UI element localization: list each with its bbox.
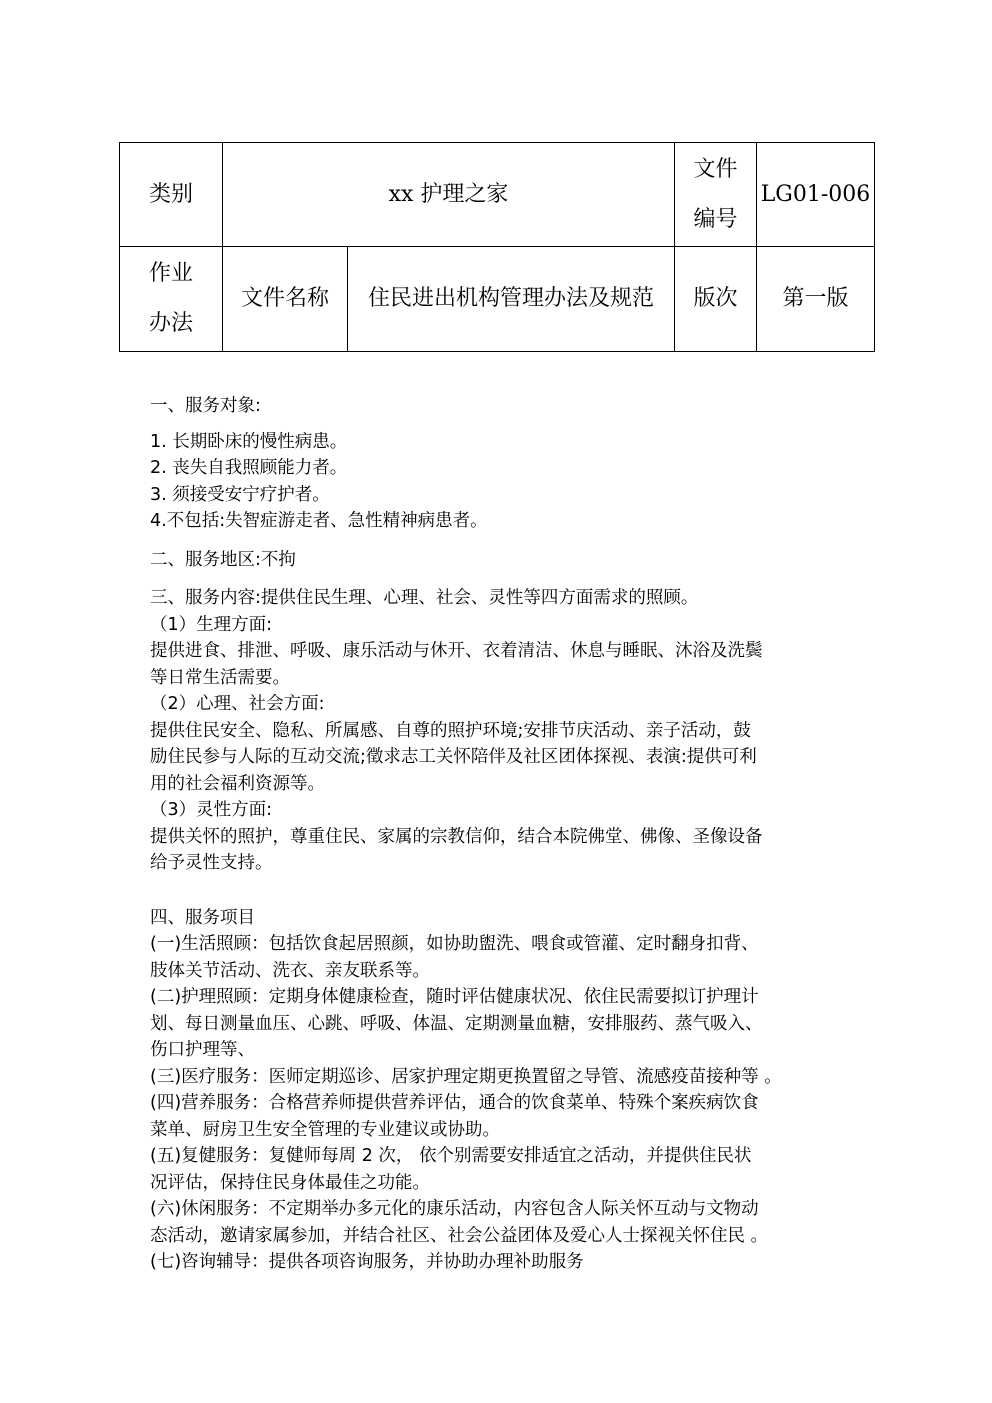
paragraph-line: (二)护理照顾：定期身体健康检查，随时评估健康状况、依住民需要拟订护理计 (150, 987, 759, 1007)
paragraph-line: (五)复健服务：复健师每周 2 次， 依个别需要安排适宜之活动，并提供住民状 (150, 1146, 752, 1166)
paragraph-line: 肢体关节活动、洗衣、亲友联系等。 (150, 960, 430, 981)
org-name: xx 护理之家 (223, 143, 675, 247)
file-name-label: 文件名称 (223, 247, 348, 352)
section-1-title: 一、服务对象: (150, 396, 261, 416)
file-name: 住民进出机构管理办法及规范 (348, 247, 675, 352)
paragraph-line: (七)咨询辅导：提供各项咨询服务，并协助办理补助服务 (150, 1252, 584, 1272)
list-item: 2. 丧失自我照顾能力者。 (150, 458, 348, 478)
subsection-title: （2）心理、社会方面: (150, 694, 325, 714)
paragraph-line: 等日常生活需要。 (150, 667, 290, 688)
paragraph-line: 态活动，邀请家属参加，并结合社区、社会公益团体及爱心人士探视关怀住民 。 (150, 1225, 769, 1246)
subsection-title: （3）灵性方面: (150, 800, 273, 820)
section-4-title: 四、服务项目 (150, 907, 255, 928)
section-2-title: 二、服务地区:不拘 (150, 549, 296, 570)
paragraph-line: (三)医疗服务：医师定期巡诊、居家护理定期更换置留之导管、流感疫苗接种等 。 (150, 1066, 782, 1087)
paragraph-line: (四)营养服务：合格营养师提供营养评估，通合的饮食菜单、特殊个案疾病饮食 (150, 1093, 759, 1113)
paragraph-line: 给予灵性支持。 (150, 853, 273, 873)
doc-type (120, 247, 223, 352)
doc-number-label-line-2: 编号 (693, 206, 738, 232)
version-label: 版次 (675, 247, 757, 352)
paragraph-line: 励住民参与人际的互动交流;徵求志工关怀陪伴及社区团体探视、表演:提供可利 (150, 747, 757, 767)
category-label: 类别 (120, 143, 223, 247)
list-item: 3. 须接受安宁疗护者。 (150, 484, 330, 505)
paragraph-line: (一)生活照顾：包括饮食起居照颜，如协助盥洗、喂食或管灌、定时翻身扣背、 (150, 934, 759, 954)
paragraph-line: 伤口护理等、 (150, 1040, 255, 1060)
paragraph-line: 菜单、厨房卫生安全管理的专业建议或协助。 (150, 1119, 500, 1140)
doc-number-label (675, 143, 757, 247)
paragraph-line: 况评估，保持住民身体最佳之功能。 (150, 1172, 430, 1193)
list-item: 1. 长期卧床的慢性病患。 (150, 431, 348, 452)
document-header-table (119, 142, 875, 352)
doc-number: LG01-006 (757, 143, 875, 247)
paragraph-line: 划、每日测量血压、心跳、呼吸、体温、定期测量血糖，安排服药、蒸气吸入、 (150, 1013, 763, 1034)
list-item: 4.不包括:失智症游走者、急性精神病患者。 (150, 511, 488, 531)
doc-type-line-1: 作业 (148, 261, 193, 286)
version-value: 第一版 (757, 247, 875, 352)
doc-number-label-line-1: 文件 (693, 156, 738, 182)
section-3-title: 三、服务内容:提供住民生理、心理、社会、灵性等四方面需求的照顾。 (150, 588, 699, 608)
paragraph-line: 提供住民安全、隐私、所属感、自尊的照护环境;安排节庆活动、亲子活动，鼓 (150, 720, 751, 741)
subsection-title: （1）生理方面: (150, 614, 273, 635)
paragraph-line: (六)休闲服务：不定期举办多元化的康乐活动，内容包含人际关怀互动与文物动 (150, 1199, 759, 1219)
paragraph-line: 用的社会福利资源等。 (150, 773, 325, 794)
paragraph-line: 提供进食、排泄、呼吸、康乐活动与休开、衣着清洁、休息与睡眠、沐浴及洗鬓 (150, 641, 763, 661)
paragraph-line: 提供关怀的照护，尊重住民、家属的宗教信仰，结合本院佛堂、佛像、圣像设备 (150, 826, 763, 847)
doc-type-line-2: 办法 (148, 311, 193, 336)
document-body (150, 393, 850, 1276)
